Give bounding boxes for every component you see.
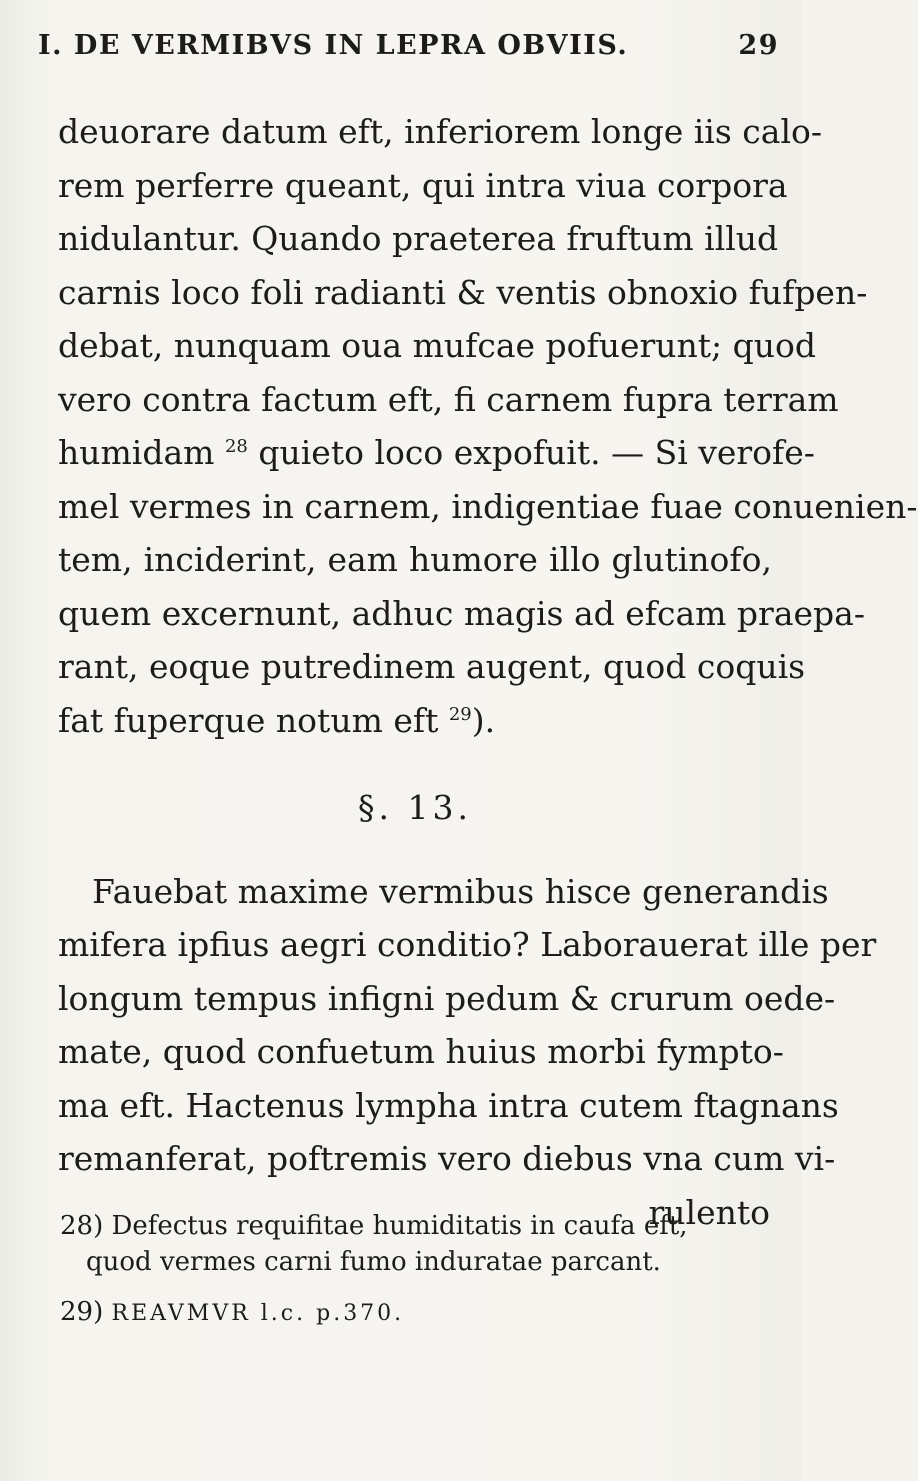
text-line: ma eft. Hactenus lympha intra cutem ftagnans — [58, 1085, 839, 1125]
page-number: 29 — [738, 30, 779, 61]
text-line: debat, nunquam oua mufcae pofuerunt; quod — [58, 326, 817, 365]
paragraph-1 — [58, 105, 918, 747]
footnote-ref-28: 28 — [224, 436, 248, 457]
text-line: deuorare datum eft, inferiorem longe iis calo- — [58, 112, 823, 151]
text-fragment: humidam — [58, 433, 215, 472]
text-line-with-ref — [58, 426, 815, 480]
footnote-line: quod vermes carni fumo induratae parcant. — [86, 1247, 661, 1277]
text-fragment: fat fuperque notum eft — [58, 700, 439, 740]
footnote-ref-29: 29 — [448, 703, 472, 725]
footnote-line — [60, 1294, 775, 1332]
text-line: vero contra factum eft, fi carnem fupra terram — [58, 379, 839, 419]
text-line: mate, quod confuetum huius morbi fympto- — [58, 1032, 784, 1071]
text-fragment: quieto loco expofuit. — Si verofe- — [258, 433, 815, 472]
text-line: remanferat, poftremis vero diebus vna cum vi- — [58, 1139, 836, 1178]
text-line: longum tempus infigni pedum & crurum oede- — [58, 978, 836, 1018]
text-line: rant, eoque putredinem augent, quod coquis — [58, 647, 806, 686]
footnote-line — [60, 1208, 775, 1244]
text-line-with-ref — [58, 694, 772, 748]
footnote-text: Defectus requifitae humiditatis in caufa eft, — [111, 1211, 688, 1241]
text-line: nidulantur. Quando praeterea fruftum illud — [58, 219, 779, 258]
footnote-number: 28) — [60, 1211, 104, 1241]
footnote-text: REAVMVR l.c. p.370. — [111, 1301, 405, 1326]
section-heading: §. 13. — [358, 788, 472, 827]
main-text — [58, 105, 918, 1239]
footnote-28 — [60, 1208, 775, 1280]
text-line: tem, inciderint, eam humore illo glutinofo, — [58, 540, 772, 579]
footnotes — [60, 1208, 775, 1346]
text-fragment: ). — [471, 700, 496, 740]
text-line: rem perferre queant, qui intra viua corpora — [58, 165, 788, 205]
paragraph-2 — [58, 865, 877, 1240]
text-line: Fauebat maxime vermibus hisce generandis — [92, 871, 829, 911]
text-line: carnis loco foli radianti & ventis obnoxio fufpen- — [58, 272, 868, 312]
running-head — [38, 18, 779, 78]
footnote-29 — [60, 1294, 775, 1332]
text-line: quem excernunt, adhuc magis ad efcam praepa- — [58, 593, 865, 633]
running-title: I. DE VERMIBVS IN LEPRA OBVIIS. — [38, 30, 629, 61]
catchword: rulento — [648, 1192, 770, 1232]
text-line: mifera ipfius aegri conditio? Laborauerat ille per — [58, 925, 877, 964]
text-line: mel vermes in carnem, indigentiae fuae conuenien- — [58, 486, 918, 526]
footnote-number: 29) — [60, 1297, 104, 1327]
